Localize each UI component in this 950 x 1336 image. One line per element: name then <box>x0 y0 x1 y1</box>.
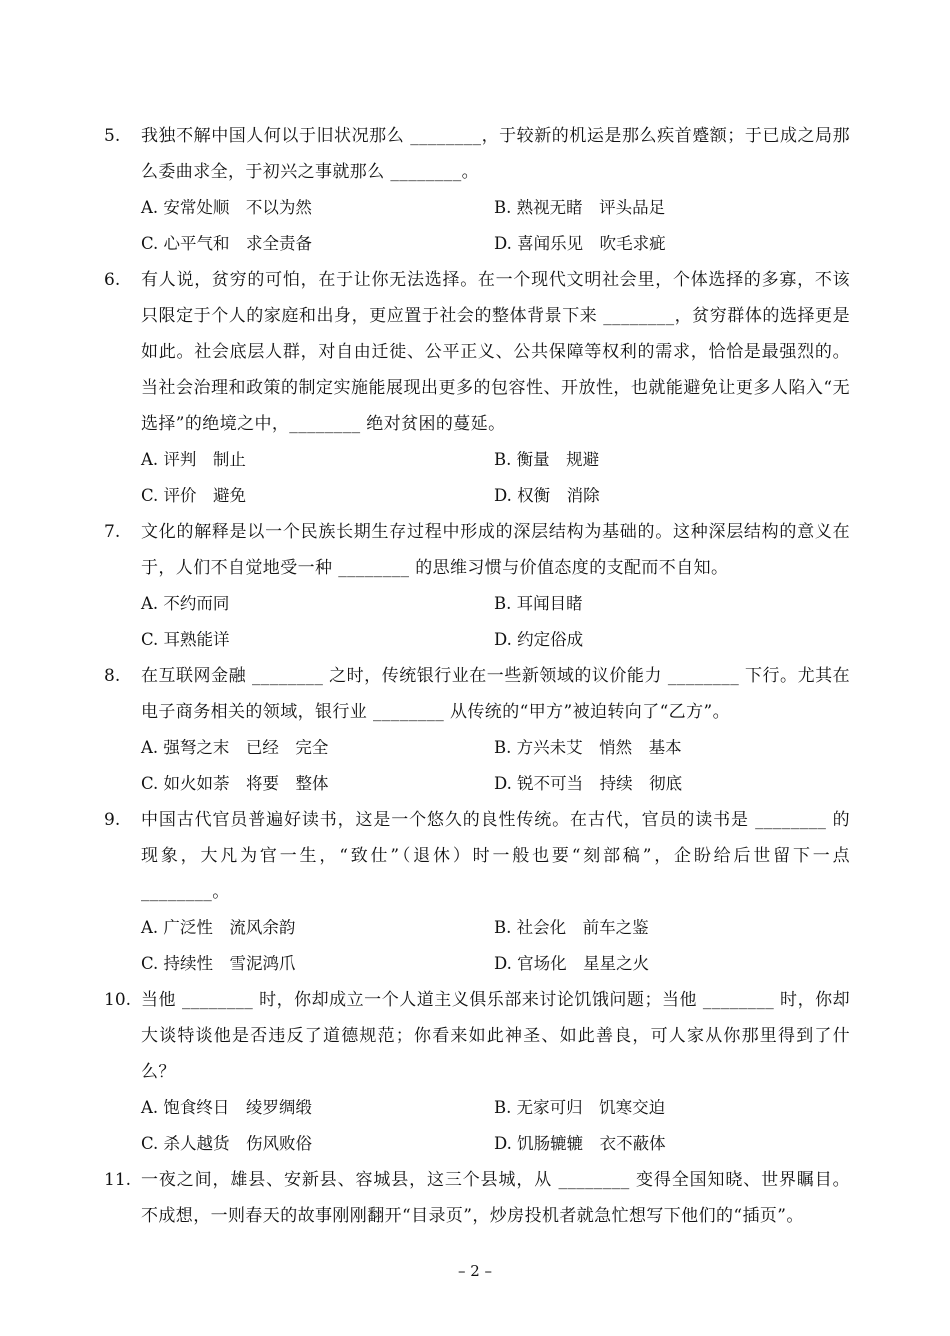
question-5 <box>104 118 850 262</box>
option-c[interactable]: C. 心平气和 求全责备 <box>141 234 313 253</box>
option-c[interactable]: C. 耳熟能详 <box>141 630 230 649</box>
question-text: 有人说，贫穷的可怕，在于让你无法选择。在一个现代文明社会里，个体选择的多寡，不该只限定于个人的家庭和出身，更应置于社会的整体背景下来 ________，贫穷群体的选择更是如此。社会底层人群，对自由迁徙、公平正义、公共保障等权利的需求，恰恰是最强烈的。当社会治理和政策的制定实施能展现出更多的包容性、开放性，也就能避免让更多人陷入“无选择”的绝境之中，________ 绝对贫困的蔓延。 <box>141 270 850 434</box>
question-11 <box>104 1162 850 1234</box>
option-b[interactable]: B. 社会化 前车之鉴 <box>494 918 649 937</box>
option-d[interactable]: D. 锐不可当 持续 彻底 <box>494 774 683 793</box>
question-number: 7. <box>104 522 121 542</box>
question-8 <box>104 658 850 802</box>
question-text: 一夜之间，雄县、安新县、容城县，这三个县城，从 ________ 变得全国知晓、世界瞩目。不成想，一则春天的故事刚刚翻开“目录页”，炒房投机者就急忙想写下他们的“插页”。 <box>141 1170 850 1226</box>
question-number: 11. <box>104 1170 132 1190</box>
option-b[interactable]: B. 方兴未艾 悄然 基本 <box>494 738 682 757</box>
question-6 <box>104 262 850 514</box>
option-a[interactable]: A. 强弩之末 已经 完全 <box>141 738 329 757</box>
option-d[interactable]: D. 官场化 星星之火 <box>494 954 650 973</box>
option-a[interactable]: A. 不约而同 <box>141 594 230 613</box>
option-c[interactable]: C. 评价 避免 <box>141 486 247 505</box>
question-text: 我独不解中国人何以于旧状况那么 ________，于较新的机运是那么疾首蹙额；于已成之局那么委曲求全，于初兴之事就那么 ________。 <box>141 126 850 182</box>
question-10 <box>104 982 850 1162</box>
question-text: 在互联网金融 ________ 之时，传统银行业在一些新领域的议价能力 ________ 下行。尤其在电子商务相关的领域，银行业 ________ 从传统的“甲方”被迫转向了“乙方”。 <box>141 666 850 722</box>
options <box>141 586 850 658</box>
option-b[interactable]: B. 耳闻目睹 <box>494 594 583 613</box>
option-a[interactable]: A. 评判 制止 <box>141 450 246 469</box>
options <box>141 730 850 802</box>
question-number: 10. <box>104 990 132 1010</box>
question-number: 9. <box>104 810 121 830</box>
option-c[interactable]: C. 如火如荼 将要 整体 <box>141 774 329 793</box>
question-9 <box>104 802 850 982</box>
options <box>141 190 850 262</box>
option-b[interactable]: B. 无家可归 饥寒交迫 <box>494 1098 666 1117</box>
question-text: 文化的解释是以一个民族长期生存过程中形成的深层结构为基础的。这种深层结构的意义在于，人们不自觉地受一种 ________ 的思维习惯与价值态度的支配而不自知。 <box>141 522 850 578</box>
option-a[interactable]: A. 饱食终日 绫罗绸缎 <box>141 1098 312 1117</box>
question-number: 5. <box>104 126 121 146</box>
option-c[interactable]: C. 持续性 雪泥鸿爪 <box>141 954 296 973</box>
option-d[interactable]: D. 权衡 消除 <box>494 486 600 505</box>
option-c[interactable]: C. 杀人越货 伤风败俗 <box>141 1134 313 1153</box>
option-b[interactable]: B. 衡量 规避 <box>494 450 600 469</box>
option-b[interactable]: B. 熟视无睹 评头品足 <box>494 198 666 217</box>
question-text: 当他 ________ 时，你却成立一个人道主义俱乐部来讨论饥饿问题；当他 ________ 时，你却大谈特谈他是否违反了道德规范；你看来如此神圣、如此善良，可人家从你那里得到了什么？ <box>141 990 850 1082</box>
option-a[interactable]: A. 广泛性 流风余韵 <box>141 918 296 937</box>
question-text: 中国古代官员普遍好读书，这是一个悠久的良性传统。在古代，官员的读书是 ________ 的现象，大凡为官一生，“致仕”（退休）时一般也要“刻部稿”，企盼给后世留下一点 ________。 <box>141 810 850 902</box>
question-7 <box>104 514 850 658</box>
options <box>141 1090 850 1162</box>
option-a[interactable]: A. 安常处顺 不以为然 <box>141 198 312 217</box>
option-d[interactable]: D. 喜闻乐见 吹毛求疵 <box>494 234 666 253</box>
option-d[interactable]: D. 约定俗成 <box>494 630 584 649</box>
options <box>141 910 850 982</box>
page-number: – 2 – <box>457 1262 493 1280</box>
question-number: 8. <box>104 666 121 686</box>
option-d[interactable]: D. 饥肠辘辘 衣不蔽体 <box>494 1134 666 1153</box>
options <box>141 442 850 514</box>
question-number: 6. <box>104 270 121 290</box>
